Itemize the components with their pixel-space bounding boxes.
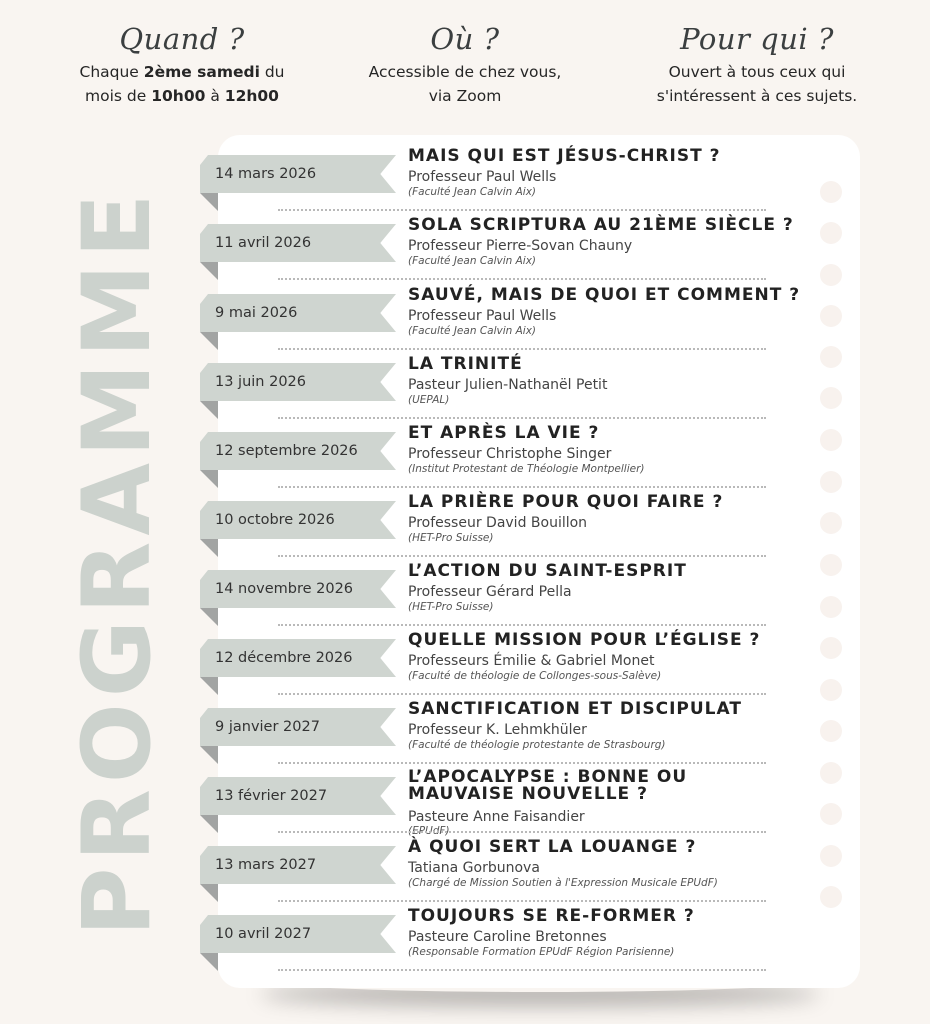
- where-heading: Où ?: [430, 22, 500, 56]
- dotted-divider: [278, 278, 766, 280]
- ribbon-fold-icon: [200, 539, 218, 557]
- when-text: [62, 60, 302, 108]
- event-title: TOUJOURS SE RE-FORMER ?: [408, 906, 695, 926]
- event-institution: (Faculté de théologie protestante de Strasbourg): [408, 739, 666, 751]
- info-for-whom: [632, 18, 882, 108]
- programme-vertical-title: PROGRAMME: [63, 187, 172, 937]
- when-heading: Quand ?: [119, 22, 245, 56]
- event-speaker: Pasteur Julien-Nathanël Petit: [408, 377, 608, 393]
- event-speaker: Professeur David Bouillon: [408, 515, 588, 531]
- ribbon-fold-icon: [200, 401, 218, 419]
- where-line-1: Accessible de chez vous,: [368, 63, 562, 81]
- dotted-divider: [278, 831, 766, 833]
- dotted-divider: [278, 693, 766, 695]
- event-speaker: Pasteure Caroline Bretonnes: [408, 929, 607, 945]
- event-title: SOLA SCRIPTURA AU 21ÈME SIÈCLE ?: [408, 215, 794, 235]
- for-whom-line-2: s'intéressent à ces sujets.: [656, 87, 858, 105]
- event-title: LA TRINITÉ: [408, 354, 523, 374]
- event-item: [200, 906, 820, 979]
- event-institution: (Chargé de Mission Soutien à l'Expression Musicale EPUdF): [408, 877, 718, 889]
- event-date: 10 avril 2027: [215, 926, 312, 942]
- event-institution: (HET-Pro Suisse): [408, 532, 494, 544]
- punch-hole-icon: [820, 762, 842, 784]
- event-date: 9 janvier 2027: [215, 719, 320, 735]
- where-text: [350, 60, 580, 108]
- event-speaker: Professeur Paul Wells: [408, 169, 557, 185]
- event-date: 13 février 2027: [215, 788, 328, 804]
- event-date: 13 juin 2026: [215, 374, 307, 390]
- event-date: 12 septembre 2026: [215, 443, 358, 459]
- event-item: [200, 285, 820, 358]
- event-date: 9 mai 2026: [215, 305, 298, 321]
- event-item: [200, 699, 820, 772]
- punch-hole-icon: [820, 720, 842, 742]
- event-date: 14 mars 2026: [215, 166, 317, 182]
- for-whom-line-1: Ouvert à tous ceux qui: [668, 63, 846, 81]
- dotted-divider: [278, 900, 766, 902]
- punch-hole-icon: [820, 305, 842, 327]
- when-text-part: Chaque: [79, 63, 144, 81]
- when-text-part: à: [205, 87, 225, 105]
- ribbon-fold-icon: [200, 953, 218, 971]
- ribbon-fold-icon: [200, 608, 218, 626]
- event-title: SAUVÉ, MAIS DE QUOI ET COMMENT ?: [408, 285, 801, 305]
- ribbon-fold-icon: [200, 332, 218, 350]
- ribbon-fold-icon: [200, 746, 218, 764]
- punch-hole-icon: [820, 264, 842, 286]
- dotted-divider: [278, 486, 766, 488]
- punch-hole-icon: [820, 387, 842, 409]
- event-speaker: Pasteure Anne Faisandier: [408, 809, 585, 825]
- event-institution: (Faculté Jean Calvin Aix): [408, 186, 537, 198]
- ribbon-fold-icon: [200, 677, 218, 695]
- event-title: LA PRIÈRE POUR QUOI FAIRE ?: [408, 492, 724, 512]
- event-item: [200, 354, 820, 427]
- dotted-divider: [278, 209, 766, 211]
- event-item: [200, 492, 820, 565]
- event-speaker: Professeur Christophe Singer: [408, 446, 612, 462]
- event-institution: (Faculté Jean Calvin Aix): [408, 325, 537, 337]
- event-title: SANCTIFICATION ET DISCIPULAT: [408, 699, 742, 719]
- dotted-divider: [278, 762, 766, 764]
- ribbon-fold-icon: [200, 262, 218, 280]
- event-item: [200, 146, 820, 219]
- event-item: [200, 215, 820, 288]
- punch-hole-icon: [820, 679, 842, 701]
- dotted-divider: [278, 348, 766, 350]
- when-day: 2ème samedi: [143, 63, 260, 81]
- event-institution: (Responsable Formation EPUdF Région Parisienne): [408, 946, 675, 958]
- ribbon-fold-icon: [200, 884, 218, 902]
- ribbon-fold-icon: [200, 470, 218, 488]
- where-line-2: via Zoom: [428, 87, 502, 105]
- event-title: MAIS QUI EST JÉSUS-CHRIST ?: [408, 146, 721, 166]
- event-date: 14 novembre 2026: [215, 581, 354, 597]
- event-date: 13 mars 2027: [215, 857, 317, 873]
- dotted-divider: [278, 417, 766, 419]
- dotted-divider: [278, 624, 766, 626]
- event-item: [200, 423, 820, 496]
- dotted-divider: [278, 555, 766, 557]
- event-date: 12 décembre 2026: [215, 650, 353, 666]
- event-item: [200, 630, 820, 703]
- when-text-part: mois de: [85, 87, 152, 105]
- punch-hole-icon: [820, 886, 842, 908]
- event-speaker: Tatiana Gorbunova: [408, 860, 540, 876]
- event-institution: (HET-Pro Suisse): [408, 601, 494, 613]
- event-title: L’APOCALYPSE : BONNE OU MAUVAISE NOUVELLE ?: [408, 767, 688, 804]
- event-title: L’ACTION DU SAINT-ESPRIT: [408, 561, 687, 581]
- event-item: [200, 837, 820, 910]
- when-start-time: 10h00: [151, 87, 206, 105]
- event-title: ET APRÈS LA VIE ?: [408, 423, 600, 443]
- event-item: [200, 561, 820, 634]
- punch-hole-icon: [820, 803, 842, 825]
- event-speaker: Professeur Paul Wells: [408, 308, 557, 324]
- event-institution: (UEPAL): [408, 394, 450, 406]
- event-title: QUELLE MISSION POUR L’ÉGLISE ?: [408, 630, 761, 650]
- when-end-time: 12h00: [224, 87, 279, 105]
- punch-hole-icon: [820, 471, 842, 493]
- event-institution: (Faculté Jean Calvin Aix): [408, 255, 537, 267]
- dotted-divider: [278, 969, 766, 971]
- info-where: [350, 18, 580, 108]
- event-date: 10 octobre 2026: [215, 512, 335, 528]
- when-text-part: du: [259, 63, 285, 81]
- ribbon-fold-icon: [200, 815, 218, 833]
- info-when: [62, 18, 302, 108]
- event-institution: (EPUdF): [408, 825, 450, 837]
- event-speaker: Professeur Pierre-Sovan Chauny: [408, 238, 633, 254]
- punch-hole-icon: [820, 596, 842, 618]
- event-speaker: Professeur Gérard Pella: [408, 584, 572, 600]
- event-title: À QUOI SERT LA LOUANGE ?: [408, 837, 697, 857]
- for-whom-heading: Pour qui ?: [680, 22, 834, 56]
- event-institution: (Institut Protestant de Théologie Montpellier): [408, 463, 645, 475]
- for-whom-text: [632, 60, 882, 108]
- event-date: 11 avril 2026: [215, 235, 312, 251]
- event-speaker: Professeurs Émilie & Gabriel Monet: [408, 653, 655, 669]
- punch-hole-icon: [820, 512, 842, 534]
- event-speaker: Professeur K. Lehmkhüler: [408, 722, 587, 738]
- event-item: [200, 767, 820, 841]
- ribbon-fold-icon: [200, 193, 218, 211]
- punch-hole-icon: [820, 181, 842, 203]
- event-institution: (Faculté de théologie de Collonges-sous-Salève): [408, 670, 662, 682]
